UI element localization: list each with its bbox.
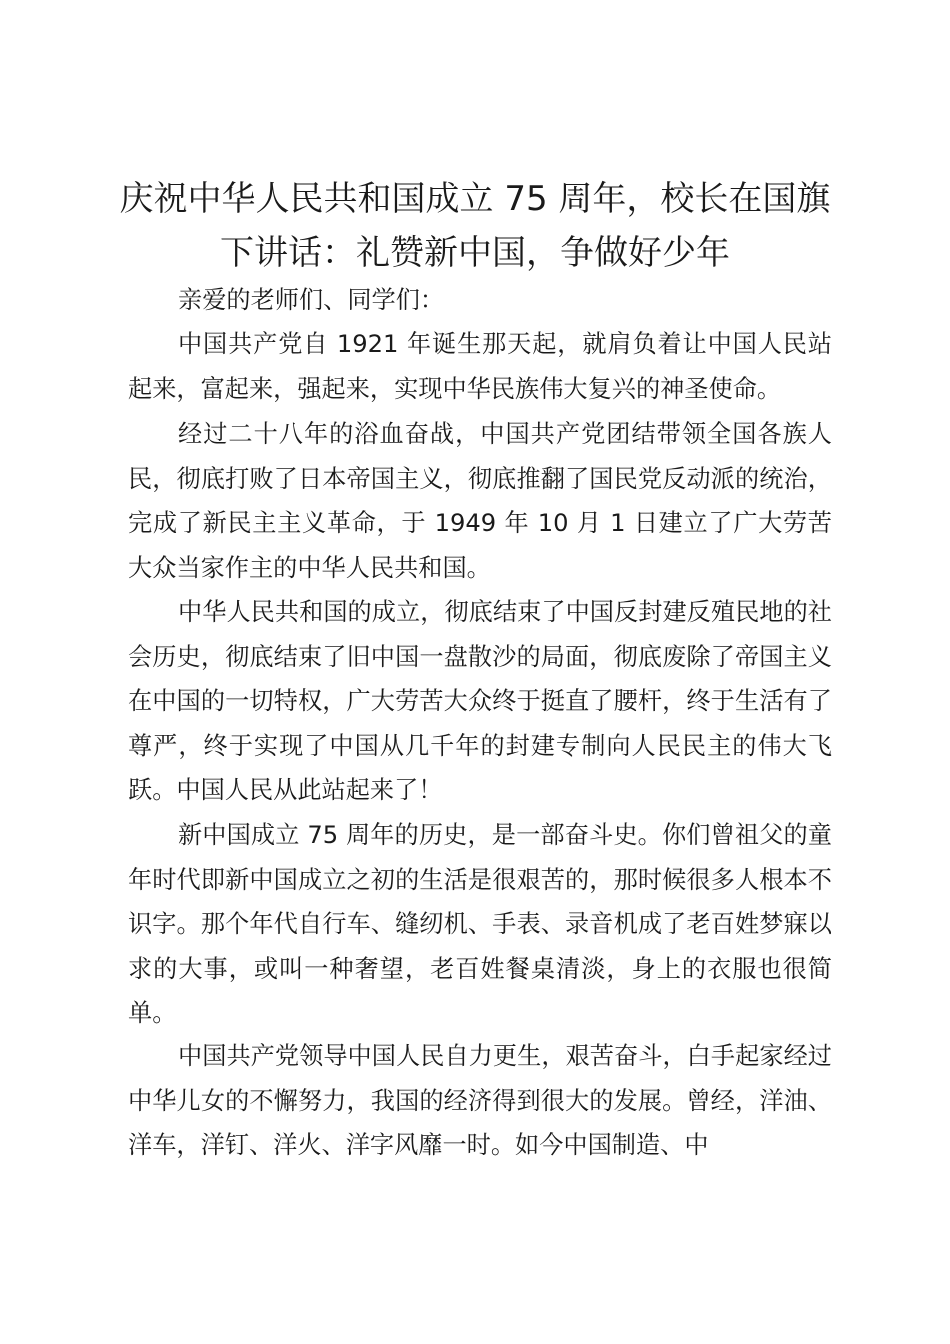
document-title: 庆祝中华人民共和国成立 75 周年，校长在国旗下讲话：礼赞新中国，争做好少年	[119, 179, 831, 273]
paragraph: 中国共产党自 1921 年诞生那天起，就肩负着让中国人民站起来，富起来，强起来，实现中华民族伟大复兴的神圣使命。	[128, 330, 832, 403]
paragraph: 新中国成立 75 周年的历史，是一部奋斗史。你们曾祖父的童年时代即新中国成立之初的生活是很艰苦的，那时候很多人根本不识字。那个年代自行车、缝纫机、手表、录音机成了老百姓梦寐以求的大事，或叫一种奢望，老百姓餐桌清淡，身上的衣服也很简单。	[128, 821, 832, 1027]
paragraph: 经过二十八年的浴血奋战，中国共产党团结带领全国各族人民，彻底打败了日本帝国主义，彻底推翻了国民党反动派的统治，完成了新民主主义革命，于 1949 年 10 月 1 日建立了广大劳苦大众当家作主的中华人民共和国。	[128, 420, 832, 582]
salutation: 亲爱的老师们、同学们：	[178, 286, 445, 314]
paragraph: 中国共产党领导中国人民自力更生，艰苦奋斗，白手起家经过中华儿女的不懈努力，我国的经济得到很大的发展。曾经，洋油、洋车，洋钉、洋火、洋字风靡一时。如今中国制造、中	[128, 1042, 832, 1159]
paragraph: 中华人民共和国的成立，彻底结束了中国反封建反殖民地的社会历史，彻底结束了旧中国一盘散沙的局面，彻底废除了帝国主义在中国的一切特权，广大劳苦大众终于挺直了腰杆，终于生活有了尊严，终于实现了中国从几千年的封建专制向人民民主的伟大飞跃。中国人民从此站起来了！	[128, 598, 832, 804]
